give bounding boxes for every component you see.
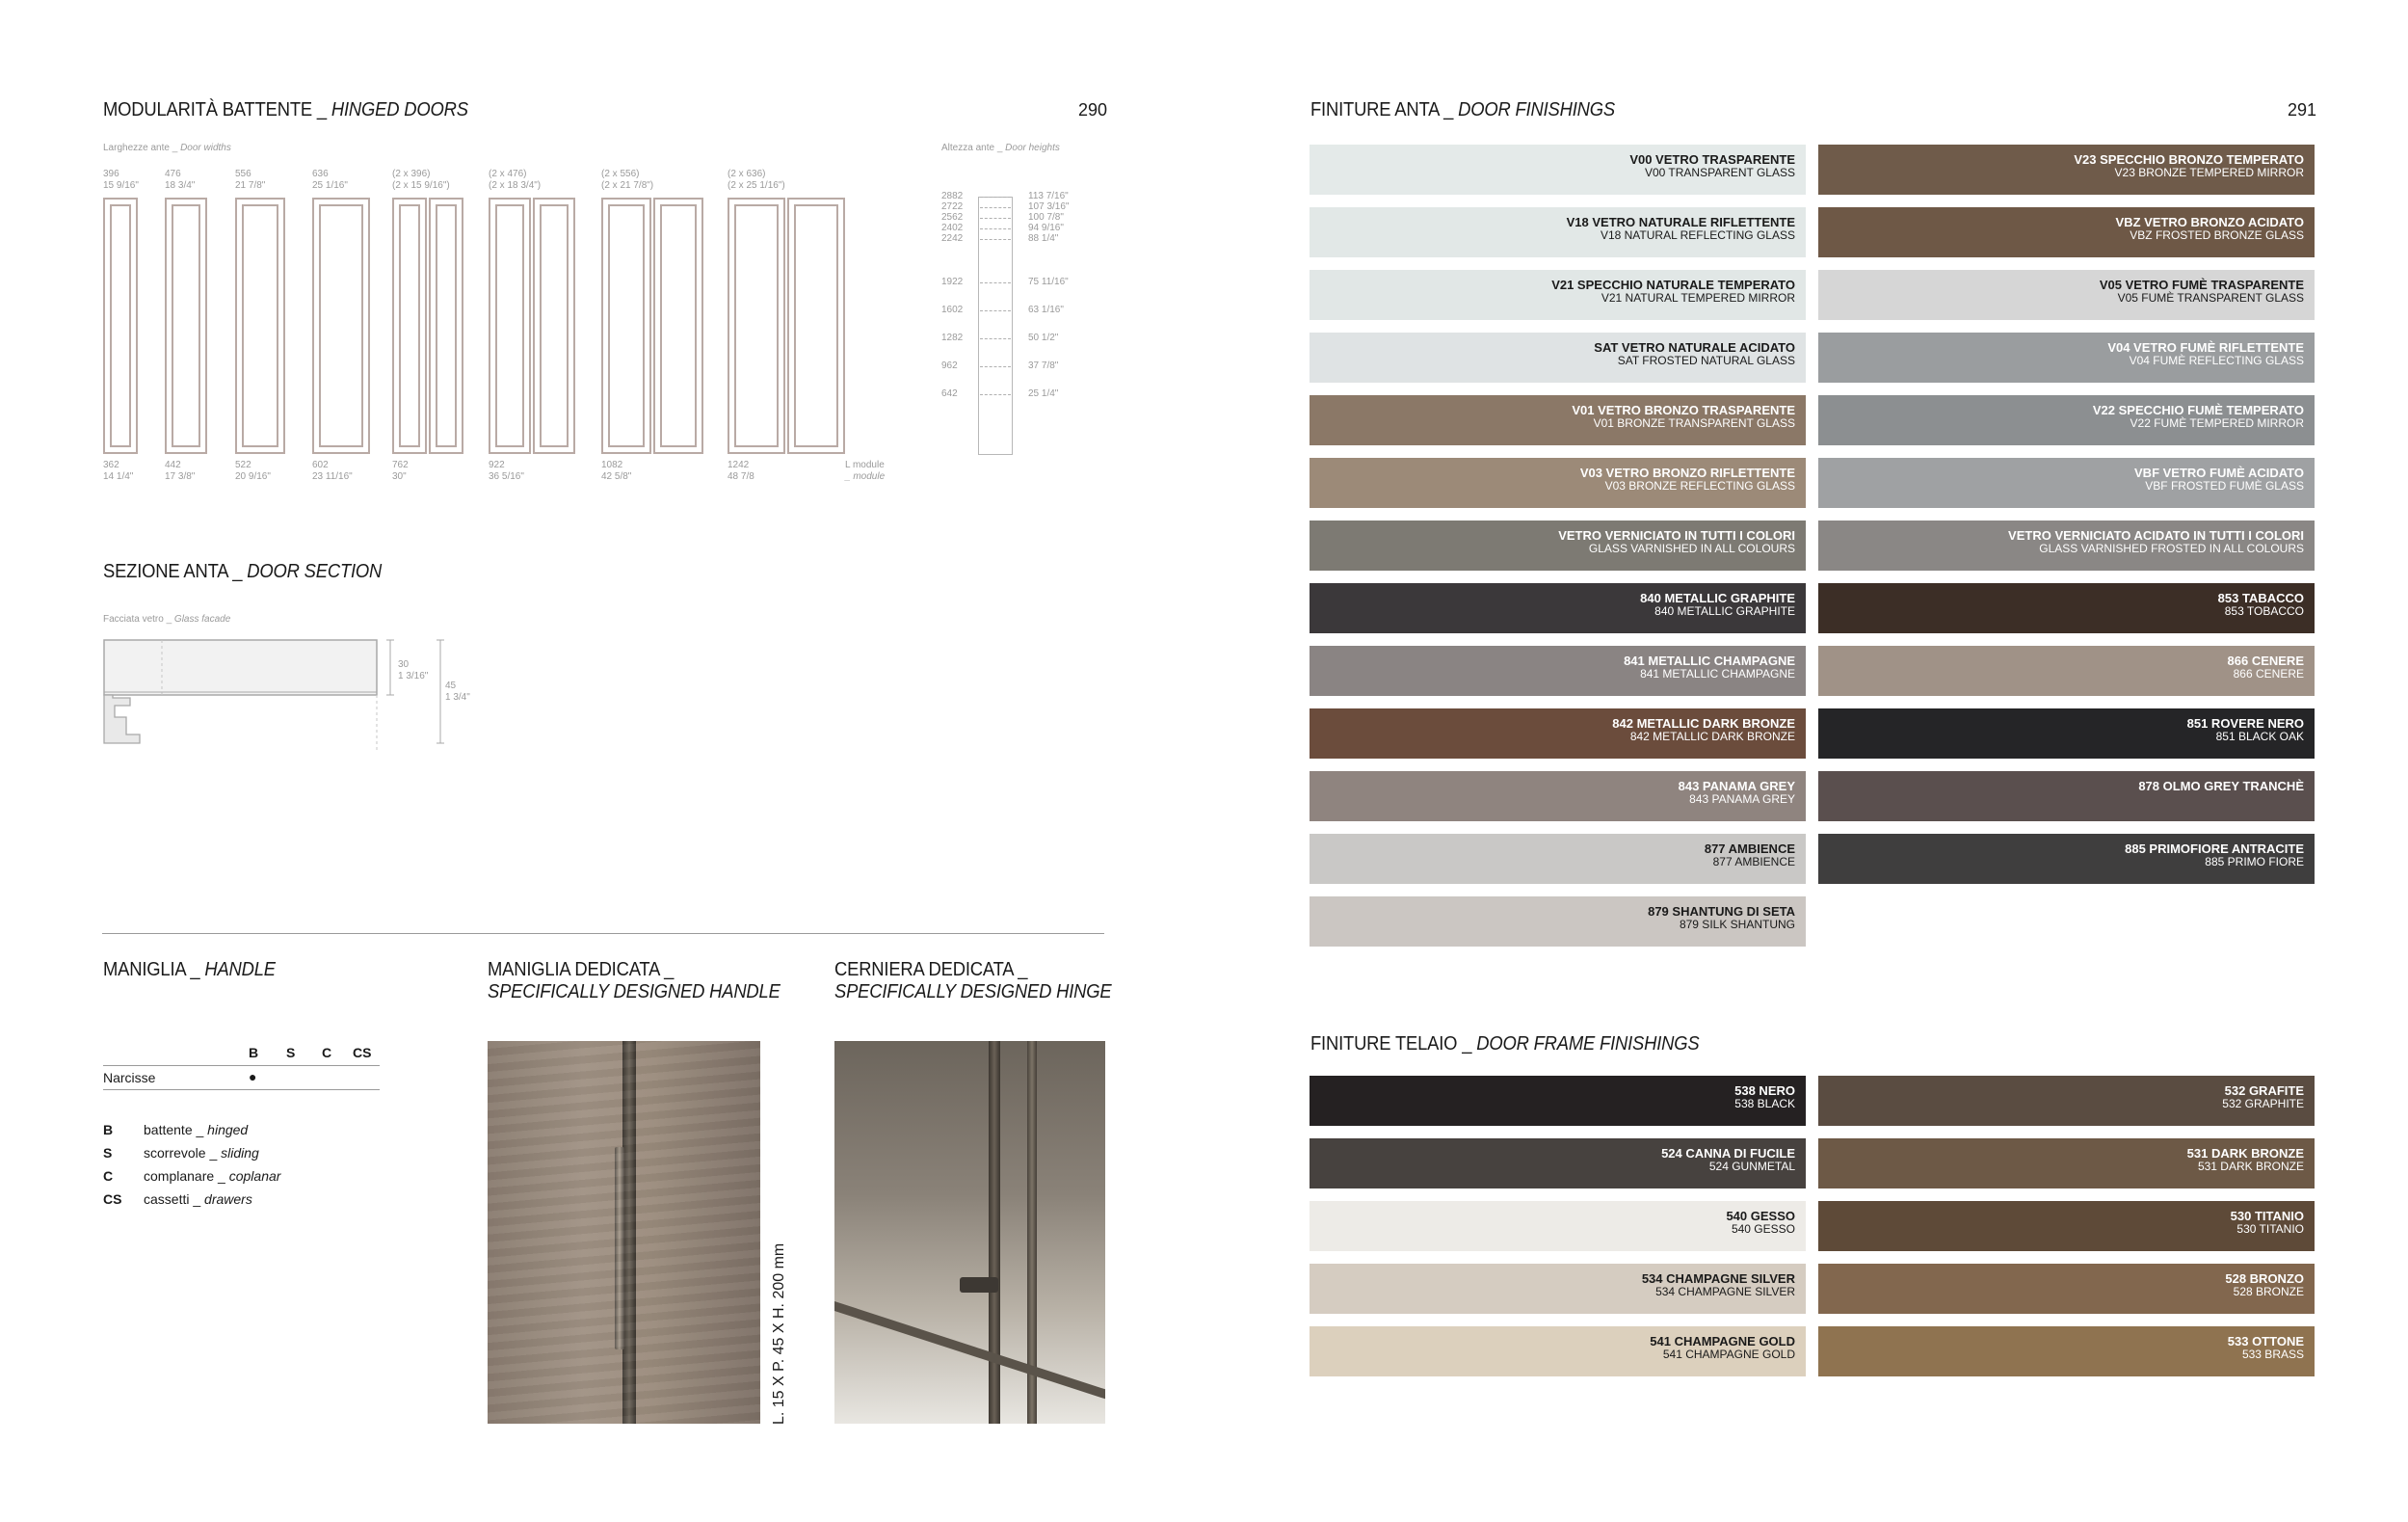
finish-swatch	[1818, 458, 2315, 508]
finish-name: 840 METALLIC GRAPHITE	[1640, 591, 1795, 605]
finish-name-en: V05 FUMÈ TRANSPARENT GLASS	[2117, 291, 2304, 305]
finish-name-en: 840 METALLIC GRAPHITE	[1654, 604, 1795, 618]
finish-name: V22 SPECCHIO FUMÈ TEMPERATO	[2092, 403, 2304, 417]
module-width-label: 922 36 5/16"	[489, 460, 524, 482]
finish-name-en: 532 GRAPHITE	[2222, 1097, 2304, 1110]
finish-swatch	[1310, 270, 1806, 320]
height-in-label: 37 7/8"	[1028, 360, 1059, 371]
height-tick	[980, 207, 1011, 208]
dedicated-hinge-title: CERNIERA DEDICATA _ SPECIFICALLY DESIGNED HINGE	[834, 959, 1112, 1002]
finish-name: V01 VETRO BRONZO TRASPARENTE	[1572, 403, 1795, 417]
finish-name: V03 VETRO BRONZO RIFLETTENTE	[1579, 466, 1795, 480]
height-mm-label: 1922	[941, 277, 964, 287]
height-in-label: 113 7/16"	[1028, 191, 1069, 201]
module-width-label: 762 30"	[392, 460, 409, 482]
section-dim-30: 30 1 3/16"	[398, 659, 429, 681]
height-in-label: 50 1/2"	[1028, 333, 1059, 343]
finish-swatch	[1818, 1201, 2315, 1251]
height-mm-label: 2882	[941, 191, 964, 201]
finish-swatch	[1818, 1138, 2315, 1188]
finish-name: 534 CHAMPAGNE SILVER	[1641, 1271, 1795, 1286]
section-dim-45: 45 1 3/4"	[445, 681, 470, 703]
legend-text: cassetti _ drawers	[144, 1191, 252, 1207]
height-tick	[980, 338, 1011, 339]
finish-name-en: 524 GUNMETAL	[1708, 1160, 1795, 1173]
finish-name-en: 879 SILK SHANTUNG	[1679, 918, 1795, 931]
finish-swatch	[1818, 333, 2315, 383]
finish-swatch	[1818, 1264, 2315, 1314]
door-width-label: 476 18 3/4"	[165, 169, 196, 191]
finish-swatch	[1818, 583, 2315, 633]
finish-name: VETRO VERNICIATO IN TUTTI I COLORI	[1558, 528, 1795, 543]
module-width-label: 1242 48 7/8	[728, 460, 754, 482]
finish-name: 540 GESSO	[1726, 1209, 1795, 1223]
door-width-label: 396 15 9/16"	[103, 169, 139, 191]
mark-b: ●	[249, 1069, 257, 1084]
finish-name: 533 OTTONE	[2227, 1334, 2304, 1348]
finish-name: 843 PANAMA GREY	[1678, 779, 1795, 793]
height-in-label: 88 1/4"	[1028, 233, 1059, 244]
finish-swatch	[1310, 708, 1806, 759]
door-heights-caption: Altezza ante _ Door heights	[941, 143, 1060, 153]
finish-name: V21 SPECCHIO NATURALE TEMPERATO	[1551, 278, 1795, 292]
door-width-label: (2 x 476) (2 x 18 3/4")	[489, 169, 542, 191]
module-label: L module _ module	[845, 460, 886, 482]
finish-swatch	[1310, 646, 1806, 696]
door-panel	[392, 198, 427, 454]
finish-name-en: 843 PANAMA GREY	[1689, 792, 1795, 806]
finish-swatch	[1818, 145, 2315, 195]
finish-name-en: V22 FUMÈ TEMPERED MIRROR	[2130, 416, 2304, 430]
finish-name: 877 AMBIENCE	[1704, 841, 1795, 856]
door-panel	[787, 198, 845, 454]
finish-name: 842 METALLIC DARK BRONZE	[1612, 716, 1795, 731]
finish-swatch	[1310, 207, 1806, 257]
height-in-label: 75 11/16"	[1028, 277, 1069, 287]
height-tick	[980, 239, 1011, 240]
finish-name: 853 TABACCO	[2217, 591, 2304, 605]
height-tick	[980, 310, 1011, 311]
handle-title: MANIGLIA _ HANDLE	[103, 959, 276, 980]
finish-name: 851 ROVERE NERO	[2186, 716, 2304, 731]
finish-name-en: 528 BRONZE	[2233, 1285, 2304, 1298]
height-tick	[980, 394, 1011, 395]
height-mm-label: 962	[941, 360, 958, 371]
col-c: C	[322, 1045, 332, 1060]
finish-name: 538 NERO	[1734, 1083, 1795, 1098]
finish-name-en: 540 GESSO	[1731, 1222, 1795, 1236]
finish-name-en: 534 CHAMPAGNE SILVER	[1655, 1285, 1795, 1298]
door-width-label: (2 x 636) (2 x 25 1/16")	[728, 169, 785, 191]
height-in-label: 100 7/8"	[1028, 212, 1064, 223]
legend-text: scorrevole _ sliding	[144, 1145, 259, 1161]
finish-name: 885 PRIMOFIORE ANTRACITE	[2125, 841, 2304, 856]
finish-name-en: GLASS VARNISHED IN ALL COLOURS	[1588, 542, 1795, 555]
hinged-doors-title: MODULARITÀ BATTENTE _ HINGED DOORS	[103, 99, 468, 120]
legend-text: complanare _ coplanar	[144, 1168, 281, 1184]
finish-name: 532 GRAFITE	[2224, 1083, 2304, 1098]
finish-swatch	[1310, 1076, 1806, 1126]
door-finishings-title: FINITURE ANTA _ DOOR FINISHINGS	[1310, 99, 1616, 120]
legend-code: CS	[103, 1191, 122, 1207]
height-tick	[980, 228, 1011, 229]
finish-name: 879 SHANTUNG DI SETA	[1648, 904, 1795, 919]
finish-name-en: 841 METALLIC CHAMPAGNE	[1640, 667, 1795, 681]
finish-name-en: 842 METALLIC DARK BRONZE	[1629, 730, 1795, 743]
finish-name-en: SAT FROSTED NATURAL GLASS	[1617, 354, 1795, 367]
door-panel	[312, 198, 370, 454]
finish-name: 541 CHAMPAGNE GOLD	[1650, 1334, 1795, 1348]
finish-name-en: 530 TITANIO	[2236, 1222, 2304, 1236]
height-mm-label: 2562	[941, 212, 964, 223]
finish-swatch	[1310, 145, 1806, 195]
module-width-label: 1082 42 5/8"	[601, 460, 632, 482]
finish-swatch	[1310, 583, 1806, 633]
height-mm-label: 2722	[941, 201, 964, 212]
finish-name: 878 OLMO GREY TRANCHÈ	[2138, 779, 2304, 793]
finish-swatch	[1310, 458, 1806, 508]
finish-swatch	[1310, 333, 1806, 383]
finish-name-en: 541 CHAMPAGNE GOLD	[1662, 1348, 1795, 1361]
finish-name-en: 877 AMBIENCE	[1712, 855, 1795, 868]
door-panel	[533, 198, 575, 454]
finish-name-en: V23 BRONZE TEMPERED MIRROR	[2114, 166, 2304, 179]
height-in-label: 63 1/16"	[1028, 305, 1064, 315]
finish-name-en: V04 FUMÈ REFLECTING GLASS	[2129, 354, 2304, 367]
door-panel	[429, 198, 463, 454]
legend-code: C	[103, 1168, 114, 1184]
height-tick	[980, 218, 1011, 219]
frame-finishings-title: FINITURE TELAIO _ DOOR FRAME FINISHINGS	[1310, 1033, 1700, 1055]
height-mm-label: 1602	[941, 305, 964, 315]
finish-name: SAT VETRO NATURALE ACIDATO	[1594, 340, 1795, 355]
finish-name-en: VBF FROSTED FUMÈ GLASS	[2145, 479, 2304, 493]
finish-name: 841 METALLIC CHAMPAGNE	[1624, 654, 1795, 668]
finish-name-en: V21 NATURAL TEMPERED MIRROR	[1601, 291, 1795, 305]
legend-code: B	[103, 1122, 114, 1137]
finish-name: 524 CANNA DI FUCILE	[1661, 1146, 1795, 1161]
door-section-drawing	[101, 634, 487, 755]
finish-name-en: V18 NATURAL REFLECTING GLASS	[1600, 228, 1795, 242]
height-mm-label: 1282	[941, 333, 964, 343]
finish-name-en: 866 CENERE	[2233, 667, 2304, 681]
door-panel	[165, 198, 207, 454]
finish-swatch	[1818, 646, 2315, 696]
module-width-label: 442 17 3/8"	[165, 460, 196, 482]
hinge-photo	[834, 1041, 1105, 1424]
section-divider	[102, 933, 1104, 934]
finish-name-en: 531 DARK BRONZE	[2197, 1160, 2304, 1173]
col-cs: CS	[353, 1045, 372, 1060]
finish-name-en: GLASS VARNISHED FROSTED IN ALL COLOURS	[2039, 542, 2304, 555]
finish-name-en: V01 BRONZE TRANSPARENT GLASS	[1593, 416, 1795, 430]
finish-swatch	[1310, 1326, 1806, 1376]
finish-swatch	[1310, 896, 1806, 947]
legend-text: battente _ hinged	[144, 1122, 249, 1137]
finish-name: 528 BRONZO	[2225, 1271, 2304, 1286]
page-number-right: 291	[2288, 100, 2317, 120]
finish-swatch	[1310, 834, 1806, 884]
height-tick	[980, 366, 1011, 367]
module-width-label: 362 14 1/4"	[103, 460, 134, 482]
door-width-label: 636 25 1/16"	[312, 169, 348, 191]
height-mm-label: 642	[941, 388, 958, 399]
finish-swatch	[1818, 207, 2315, 257]
finish-name: V23 SPECCHIO BRONZO TEMPERATO	[2074, 152, 2304, 167]
door-width-label: (2 x 396) (2 x 15 9/16")	[392, 169, 450, 191]
finish-swatch	[1818, 1076, 2315, 1126]
handle-dimensions: L. 15 X P. 45 X H. 200 mm	[771, 1242, 787, 1425]
door-width-label: (2 x 556) (2 x 21 7/8")	[601, 169, 654, 191]
module-width-label: 602 23 11/16"	[312, 460, 353, 482]
table-row	[103, 1066, 380, 1090]
finish-name: 530 TITANIO	[2230, 1209, 2304, 1223]
finish-swatch	[1818, 395, 2315, 445]
finish-swatch	[1818, 834, 2315, 884]
page-number-left: 290	[1078, 100, 1108, 120]
finish-swatch	[1818, 270, 2315, 320]
legend-code: S	[103, 1145, 113, 1161]
height-tick	[980, 282, 1011, 283]
finish-name-en: VBZ FROSTED BRONZE GLASS	[2130, 228, 2304, 242]
finish-name: 531 DARK BRONZE	[2186, 1146, 2304, 1161]
finish-swatch	[1310, 1138, 1806, 1188]
finish-name-en: 851 BLACK OAK	[2215, 730, 2304, 743]
finish-name: V05 VETRO FUMÈ TRASPARENTE	[2099, 278, 2304, 292]
door-width-label: 556 21 7/8"	[235, 169, 266, 191]
finish-name: VBZ VETRO BRONZO ACIDATO	[2115, 215, 2304, 229]
col-s: S	[286, 1045, 296, 1060]
finish-swatch	[1310, 1264, 1806, 1314]
finish-swatch	[1818, 708, 2315, 759]
finish-name-en: V00 TRANSPARENT GLASS	[1644, 166, 1795, 179]
module-width-label: 522 20 9/16"	[235, 460, 271, 482]
handle-photo	[488, 1041, 760, 1424]
finish-name-en: 853 TOBACCO	[2224, 604, 2304, 618]
height-in-label: 25 1/4"	[1028, 388, 1059, 399]
handle-name: Narcisse	[103, 1070, 156, 1085]
height-in-label: 94 9/16"	[1028, 223, 1064, 233]
finish-swatch	[1310, 521, 1806, 571]
finish-swatch	[1310, 395, 1806, 445]
finish-name-en: V03 BRONZE REFLECTING GLASS	[1604, 479, 1795, 493]
finish-swatch	[1818, 771, 2315, 821]
finish-swatch	[1818, 521, 2315, 571]
height-tick	[980, 197, 1011, 198]
finish-name: V00 VETRO TRASPARENTE	[1629, 152, 1795, 167]
handle-table	[103, 1044, 380, 1090]
finish-name: VBF VETRO FUMÈ ACIDATO	[2134, 466, 2304, 480]
dedicated-handle-title: MANIGLIA DEDICATA _ SPECIFICALLY DESIGNED HANDLE	[488, 959, 781, 1002]
height-mm-label: 2242	[941, 233, 964, 244]
finish-name: VETRO VERNICIATO ACIDATO IN TUTTI I COLORI	[2008, 528, 2304, 543]
glass-facade-caption: Facciata vetro _ Glass facade	[103, 614, 231, 625]
finish-swatch	[1818, 1326, 2315, 1376]
col-b: B	[249, 1045, 259, 1060]
finish-swatch	[1310, 1201, 1806, 1251]
height-in-label: 107 3/16"	[1028, 201, 1070, 212]
door-panel	[235, 198, 285, 454]
height-mm-label: 2402	[941, 223, 964, 233]
door-section-title: SEZIONE ANTA _ DOOR SECTION	[103, 561, 383, 582]
door-panel	[653, 198, 703, 454]
finish-name-en: 885 PRIMO FIORE	[2205, 855, 2304, 868]
finish-name: 866 CENERE	[2227, 654, 2304, 668]
finish-name: V04 VETRO FUMÈ RIFLETTENTE	[2107, 340, 2304, 355]
door-panel	[489, 198, 531, 454]
door-panel	[728, 198, 785, 454]
finish-name-en: 533 BRASS	[2241, 1348, 2304, 1361]
finish-name: V18 VETRO NATURALE RIFLETTENTE	[1566, 215, 1795, 229]
finish-swatch	[1310, 771, 1806, 821]
finish-name-en: 538 BLACK	[1734, 1097, 1795, 1110]
door-panel	[601, 198, 651, 454]
door-height-bar	[978, 197, 1013, 455]
door-panel	[103, 198, 138, 454]
door-widths-caption: Larghezze ante _ Door widths	[103, 143, 231, 153]
